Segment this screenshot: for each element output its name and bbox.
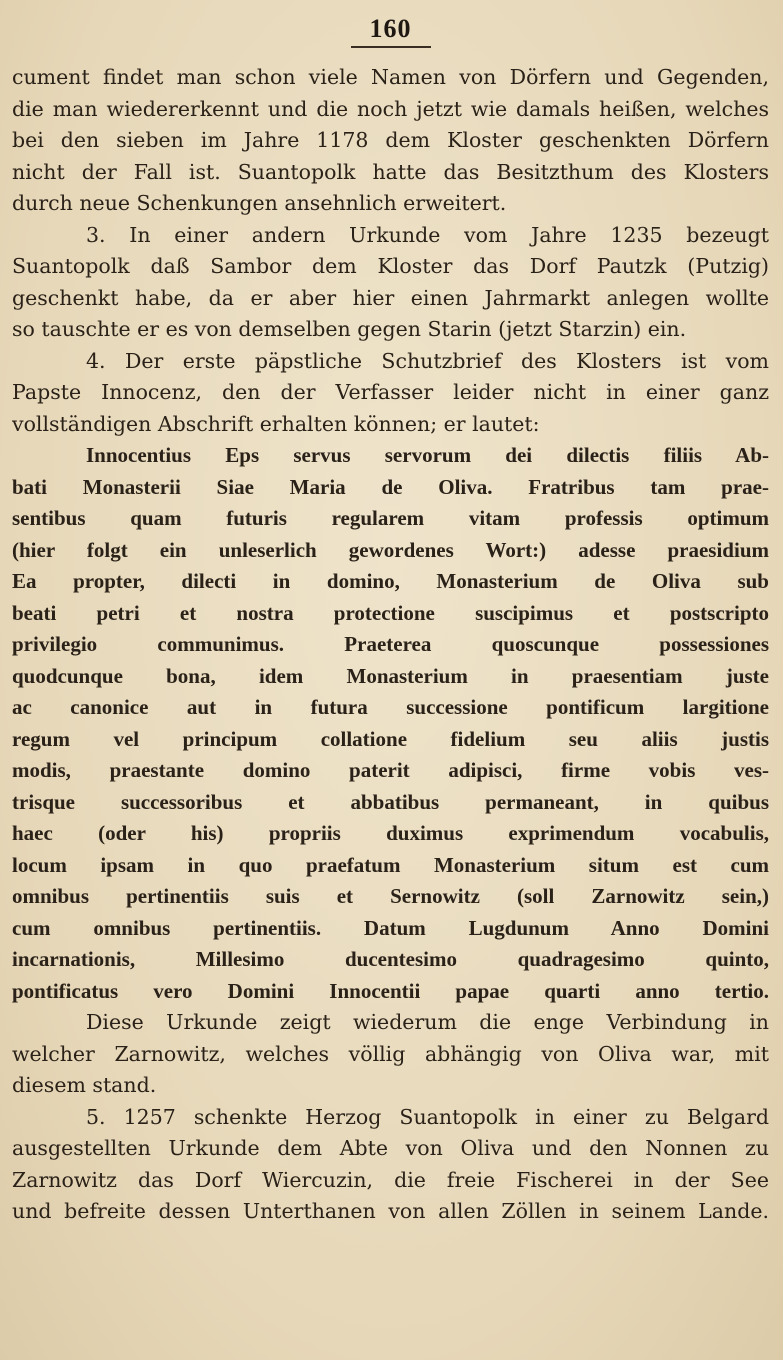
- latin-text-line: quodcunque bona, idem Monasterium in praesentiam juste: [12, 663, 769, 688]
- text-line: Zarnowitz das Dorf Wiercuzin, die freie Fischerei in der See: [12, 1167, 769, 1192]
- latin-text-line: omnibus pertinentiis suis et Sernowitz (soll Zarnowitz sein,): [12, 884, 769, 908]
- latin-text-line: pontificatus vero Domini Innocentii papae quarti anno tertio.: [12, 978, 769, 1003]
- latin-text-line: modis, praestante domino paterit adipisci, firme vobis ves-: [12, 758, 769, 782]
- latin-text-line: locum ipsam in quo praefatum Monasterium situm est cum: [12, 852, 769, 877]
- page-number: 160: [369, 14, 412, 43]
- latin-text-line: cum omnibus pertinentiis. Datum Lugdunum Anno Domini: [12, 915, 769, 940]
- latin-text-line: (hier folgt ein unleserlich gewordenes Wort:) adesse praesidium: [12, 537, 769, 562]
- text-line: welcher Zarnowitz, welches völlig abhängig von Oliva war, mit: [12, 1041, 769, 1066]
- header-rule: [351, 46, 431, 48]
- text-line: ausgestellten Urkunde dem Abte von Oliva und den Nonnen zu: [12, 1136, 769, 1160]
- latin-text-line: privilegio communimus. Praeterea quoscunque possessiones: [12, 632, 769, 656]
- text-line: Papste Innocenz, den der Verfasser leider nicht in einer ganz: [12, 380, 769, 404]
- latin-text-line: Ea propter, dilecti in domino, Monasterium de Oliva sub: [12, 569, 769, 593]
- latin-text-line: Innocentius Eps servus servorum dei dilectis filiis Ab-: [86, 443, 769, 467]
- latin-text-line: haec (oder his) propriis duximus exprimendum vocabulis,: [12, 821, 769, 845]
- text-line: 3. In einer andern Urkunde vom Jahre 1235 bezeugt: [86, 222, 769, 247]
- latin-text-line: bati Monasterii Siae Maria de Oliva. Fratribus tam prae-: [12, 474, 769, 499]
- text-line: cument findet man schon viele Namen von Dörfern und Gegenden,: [12, 65, 769, 89]
- latin-text-line: ac canonice aut in futura successione pontificum largitione: [12, 695, 769, 719]
- text-line: und befreite dessen Unterthanen von allen Zöllen in seinem Lande.: [12, 1199, 769, 1223]
- text-line: Suantopolk daß Sambor dem Kloster das Dorf Pautzk (Putzig): [12, 254, 769, 278]
- text-line: durch neue Schenkungen ansehnlich erweitert.: [12, 191, 507, 215]
- text-line: 5. 1257 schenkte Herzog Suantopolk in einer zu Belgard: [86, 1104, 769, 1129]
- text-line: Diese Urkunde zeigt wiederum die enge Verbindung in: [86, 1010, 769, 1034]
- text-line: die man wiedererkennt und die noch jetzt wie damals heißen, welches: [12, 96, 769, 121]
- text-line: diesem stand.: [12, 1073, 157, 1097]
- text-line: vollständigen Abschrift erhalten können; er lautet:: [12, 411, 540, 436]
- page-header: [12, 0, 769, 52]
- latin-text-line: regum vel principum collatione fidelium seu aliis justis: [12, 726, 769, 751]
- latin-text-line: incarnationis, Millesimo ducentesimo quadragesimo quinto,: [12, 947, 769, 971]
- text-line: nicht der Fall ist. Suantopolk hatte das Besitzthum des Klosters: [12, 159, 769, 184]
- latin-text-line: beati petri et nostra protectione suscipimus et postscripto: [12, 600, 769, 625]
- text-line: so tauschte er es von demselben gegen Starin (jetzt Starzin) ein.: [12, 317, 687, 341]
- text-line: geschenkt habe, da er aber hier einen Jahrmarkt anlegen wollte: [12, 285, 769, 310]
- page-body: [12, 62, 769, 1228]
- latin-text-line: trisque successoribus et abbatibus permaneant, in quibus: [12, 789, 769, 814]
- text-line: bei den sieben im Jahre 1178 dem Kloster geschenkten Dörfern: [12, 128, 769, 152]
- latin-text-line: sentibus quam futuris regularem vitam professis optimum: [12, 506, 769, 530]
- text-line: 4. Der erste päpstliche Schutzbrief des Klosters ist vom: [86, 348, 769, 373]
